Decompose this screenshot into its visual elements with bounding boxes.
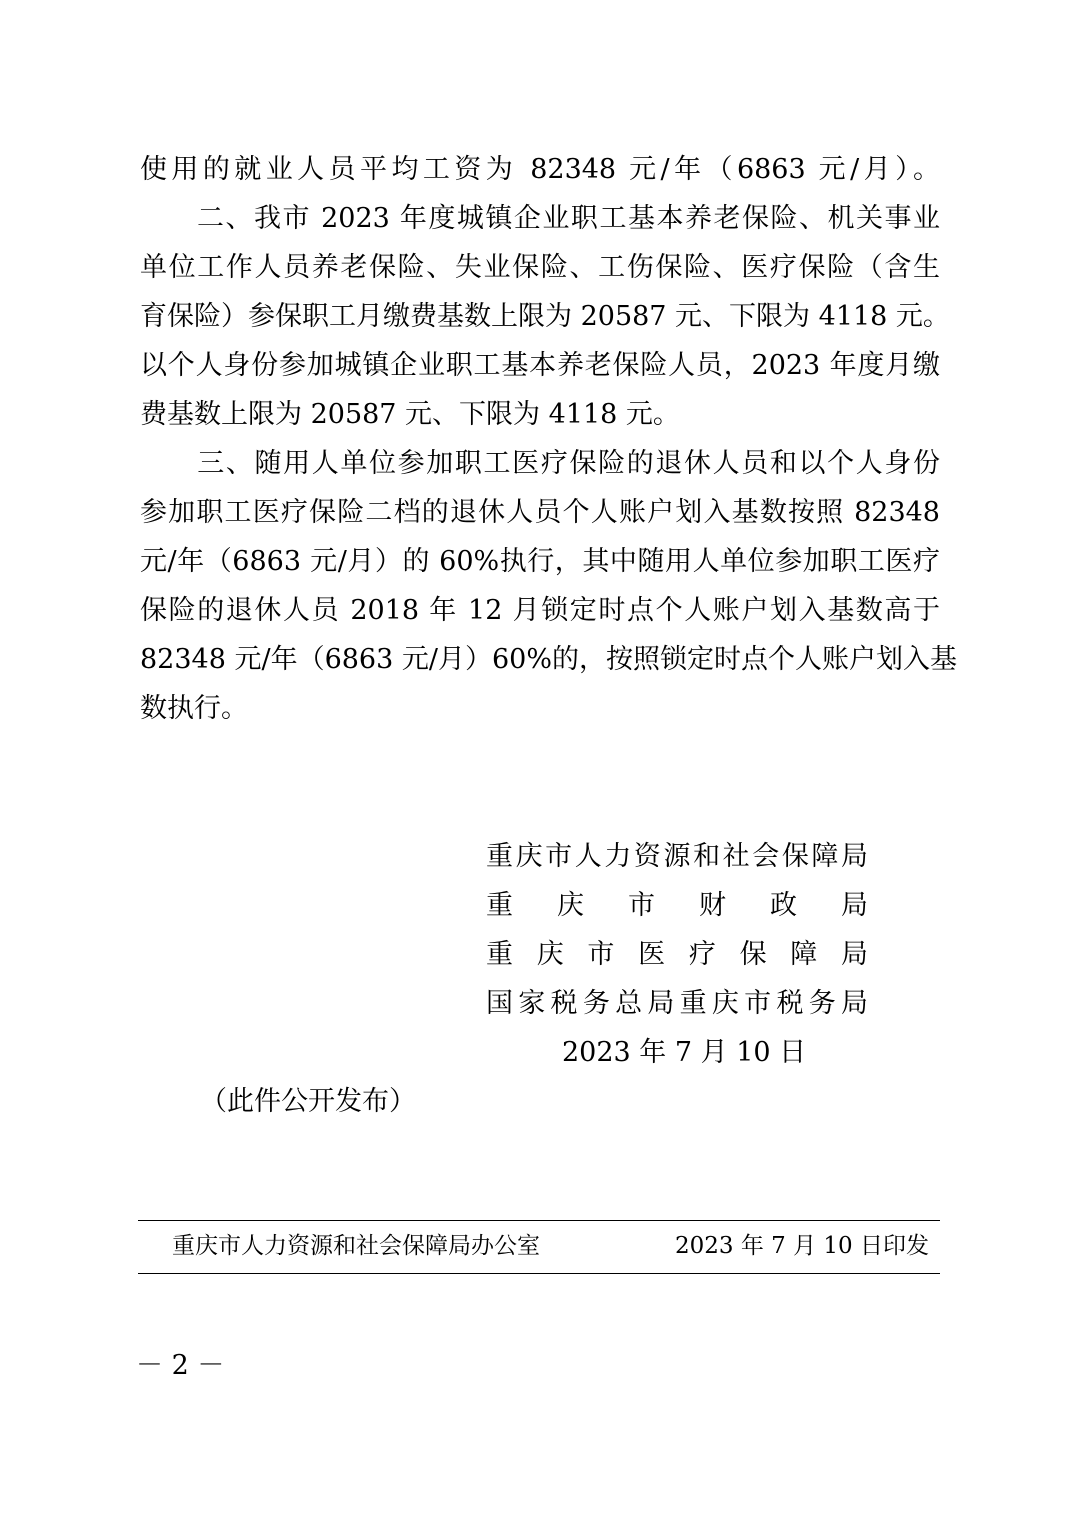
publication-note: （此件公开发布） (200, 1086, 416, 1117)
page-number: － 2 － (136, 1350, 225, 1381)
body-line-10: 保险的退休人员 2018 年 12 月锁定时点个人账户划入基数高于 (140, 595, 940, 626)
body-line-6: 费基数上限为 20587 元、下限为 4118 元。 (140, 399, 680, 430)
issuer-medical-security-bureau: 重庆市医疗保障局 (486, 939, 868, 970)
body-line-1: 使用的就业人员平均工资为 82348 元/年（6863 元/月）。 (140, 154, 940, 185)
body-line-9: 元/年（6863 元/月）的 60%执行，其中随用人单位参加职工医疗 (140, 546, 940, 577)
body-line-5: 以个人身份参加城镇企业职工基本养老保险人员，2023 年度月缴 (140, 350, 940, 381)
footer-bottom-rule (138, 1273, 940, 1274)
body-line-8: 参加职工医疗保险二档的退休人员个人账户划入基数按照 82348 (140, 497, 940, 528)
footer-top-rule (138, 1220, 940, 1221)
body-line-11: 82348 元/年（6863 元/月）60%的，按照锁定时点个人账户划入基 (140, 644, 957, 675)
issuer-hrss-bureau: 重庆市人力资源和社会保障局 (486, 841, 868, 872)
signature-date: 2023 年 7 月 10 日 (562, 1037, 807, 1068)
body-line-7: 三、随用人单位参加职工医疗保险的退休人员和以个人身份 (140, 448, 940, 479)
body-line-3: 单位工作人员养老保险、失业保险、工伤保险、医疗保险（含生 (140, 252, 940, 283)
footer-office: 重庆市人力资源和社会保障局办公室 (172, 1233, 540, 1259)
body-line-4: 育保险）参保职工月缴费基数上限为 20587 元、下限为 4118 元。 (140, 301, 950, 332)
footer-print-date: 2023 年 7 月 10 日印发 (675, 1233, 929, 1259)
body-line-12: 数执行。 (140, 693, 248, 724)
body-line-2: 二、我市 2023 年度城镇企业职工基本养老保险、机关事业 (140, 203, 940, 234)
issuer-finance-bureau: 重庆市财政局 (486, 890, 868, 921)
issuer-tax-bureau: 国家税务总局重庆市税务局 (486, 988, 868, 1019)
